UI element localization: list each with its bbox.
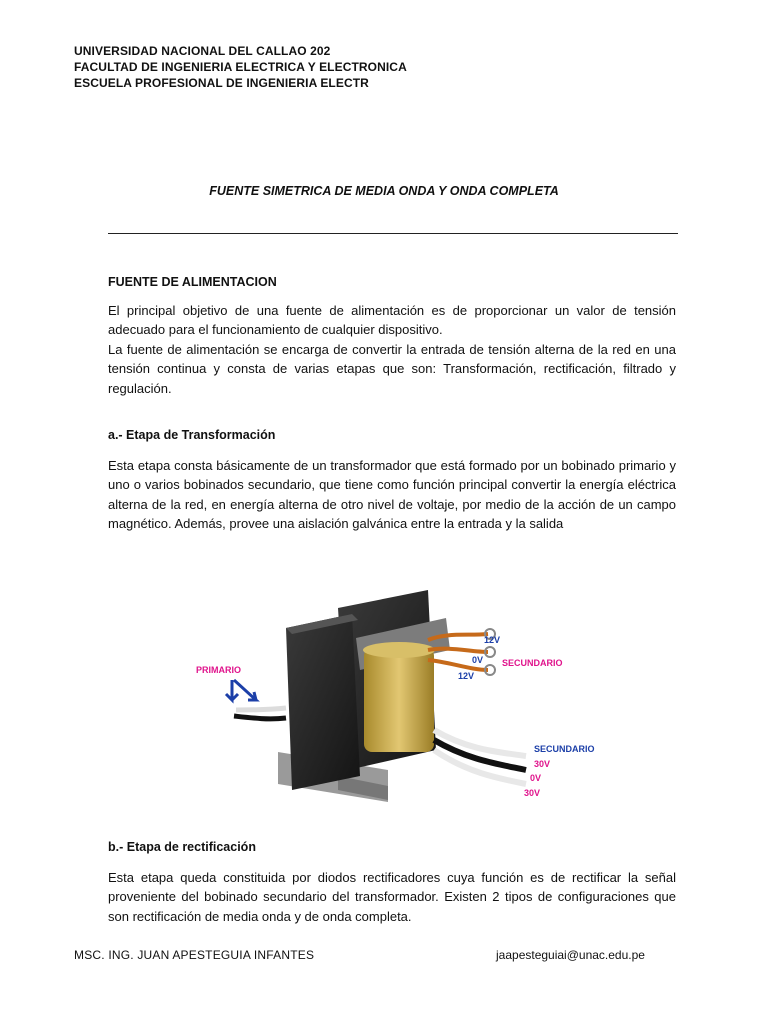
footer-email: jaapesteguiai@unac.edu.pe bbox=[496, 948, 645, 962]
header-faculty: FACULTAD DE INGENIERIA ELECTRICA Y ELECTRONICA bbox=[74, 60, 407, 74]
label-30v-bottom-a: 30V bbox=[534, 759, 551, 769]
paragraph-transformador: Esta etapa consta básicamente de un transformador que está formado por un bobinado primario y uno o varios bobinados secundario, que tiene como función principal convertir la energía eléctrica alterna de la red, en energía alterna de otro nivel de voltaje, por medio de la acción de un campo magnético. Además, provee una aislación galvánica entre la entrada y la salida bbox=[108, 458, 676, 532]
label-primario: PRIMARIO bbox=[196, 665, 241, 675]
title-divider bbox=[108, 233, 678, 234]
paragraph-fuente-alimentacion bbox=[108, 301, 676, 398]
paragraph-rectificacion: Esta etapa queda constituida por diodos rectificadores cuya función es de rectificar la señal proveniente del bobinado secundario del transformador. Existen 2 tipos de configuraciones que son rectificación de media onda y de onda completa. bbox=[108, 870, 676, 924]
heading-etapa-rectificacion: b.- Etapa de rectificación bbox=[108, 840, 256, 854]
footer-author: MSC. ING. JUAN APESTEGUIA INFANTES bbox=[74, 948, 315, 962]
label-12v-top-b: 12V bbox=[458, 671, 475, 681]
paragraph-etapas: La fuente de alimentación se encarga de convertir la entrada de tensión alterna de la red en una tensión continua y consta de varias etapas que son: Transformación, rectificación, filtrado y regulación. bbox=[108, 341, 676, 396]
heading-fuente-alimentacion: FUENTE DE ALIMENTACION bbox=[108, 275, 277, 289]
label-12v-top-a: 12V bbox=[484, 635, 501, 645]
label-secundario-top: SECUNDARIO bbox=[502, 658, 563, 668]
label-30v-bottom-b: 30V bbox=[524, 788, 541, 798]
header-school: ESCUELA PROFESIONAL DE INGENIERIA ELECTR bbox=[74, 76, 369, 90]
header-university: UNIVERSIDAD NACIONAL DEL CALLAO 202 bbox=[74, 44, 331, 58]
document-title: FUENTE SIMETRICA DE MEDIA ONDA Y ONDA COMPLETA bbox=[209, 184, 559, 198]
transformer-illustration bbox=[188, 580, 608, 812]
label-secundario-bottom: SECUNDARIO bbox=[534, 744, 595, 754]
label-0v-top: 0V bbox=[472, 655, 484, 665]
institution-header bbox=[74, 43, 407, 91]
label-0v-bottom: 0V bbox=[530, 773, 542, 783]
heading-etapa-transformacion: a.- Etapa de Transformación bbox=[108, 428, 276, 442]
paragraph-etapa-transformacion bbox=[108, 456, 676, 534]
paragraph-etapa-rectificacion bbox=[108, 868, 676, 926]
transformer-figure bbox=[188, 580, 608, 812]
paragraph-objetivo: El principal objetivo de una fuente de alimentación es de proporcionar un valor de tensión adecuado para el funcionamiento de cualquier dispositivo. bbox=[108, 303, 676, 338]
